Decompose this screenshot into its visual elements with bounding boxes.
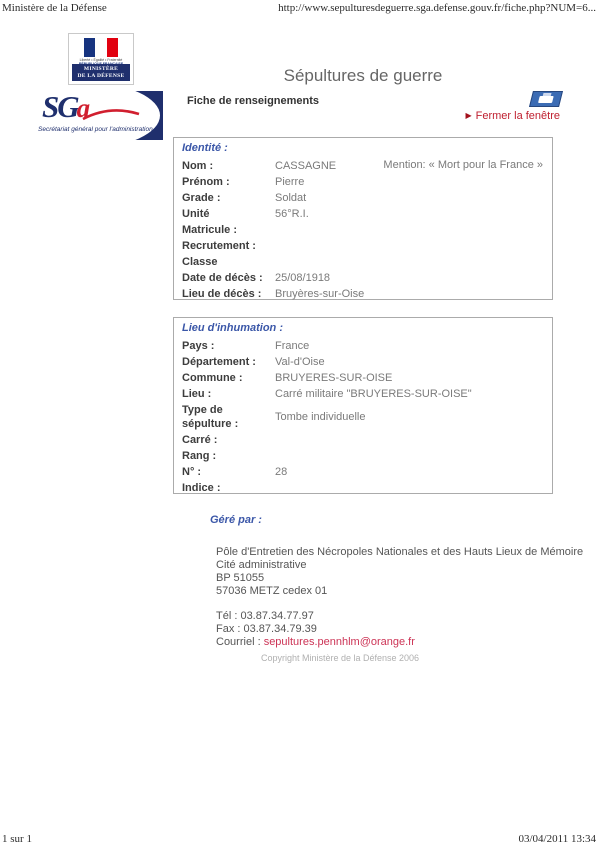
print-footer — [2, 833, 596, 845]
field-row-nom: Nom : CASSAGNE — [182, 160, 337, 172]
field-row-unite: Unité 56°R.I. — [182, 208, 309, 220]
close-window-link[interactable] — [465, 110, 560, 122]
logo-motto: Liberté • Égalité • Fraternité — [79, 58, 123, 62]
field-row-matricule: Matricule : — [182, 224, 238, 236]
field-row-departement: Département : Val-d'Oise — [182, 356, 325, 368]
french-flag-icon — [84, 38, 118, 57]
inhumation-heading: Lieu d'inhumation : — [182, 322, 283, 334]
spacer — [210, 598, 583, 610]
printer-icon — [538, 96, 554, 103]
field-row-numero: N° : 28 — [182, 466, 288, 478]
sga-logo — [30, 91, 163, 140]
email-line — [216, 636, 583, 649]
address-line: 57036 METZ cedex 01 — [216, 585, 328, 597]
field-row-lieu: Lieu : Carré militaire "BRUYERES-SUR-OISE" — [182, 388, 472, 400]
gere-par-heading: Géré par : — [210, 514, 262, 526]
print-header-url: http://www.sepulturesdeguerre.sga.defense.gouv.fr/fiche.php?NUM=6... — [278, 2, 596, 14]
inhumation-section — [173, 317, 553, 494]
print-header — [2, 2, 596, 14]
field-row-carre: Carré : — [182, 434, 218, 446]
print-footer-timestamp: 03/04/2011 13:34 — [518, 833, 596, 845]
fiche-title: Fiche de renseignements — [187, 95, 320, 107]
field-row-commune: Commune : BRUYERES-SUR-OISE — [182, 372, 393, 384]
sga-swoosh-icon — [82, 107, 140, 121]
arrow-right-icon: ▶ — [465, 111, 472, 120]
identite-heading: Identité : — [182, 142, 228, 154]
email-link[interactable]: sepultures.pennhlm@orange.fr — [263, 636, 415, 648]
field-row-classe: Classe — [182, 256, 218, 268]
field-row-indice: Indice : — [182, 482, 221, 494]
field-row-prenom: Prénom : Pierre — [182, 176, 305, 188]
email-label: Courriel : — [216, 636, 261, 648]
close-window-label: Fermer la fenêtre — [475, 110, 560, 122]
ministry-band-line1: MINISTÈRE — [83, 66, 119, 72]
print-button[interactable] — [529, 91, 563, 107]
ministry-logo — [68, 33, 134, 85]
address-line: BP 51055 — [216, 572, 265, 584]
print-header-title: Ministère de la Défense — [2, 2, 107, 14]
address-line: Pôle d'Entretien des Nécropoles Nationales et des Hauts Lieux de Mémoire — [216, 546, 584, 558]
fax-line: Fax : 03.87.34.79.39 — [216, 623, 317, 635]
field-row-pays: Pays : France — [182, 340, 310, 352]
field-row-rang: Rang : — [182, 450, 217, 462]
page-title: Sépultures de guerre — [283, 66, 443, 85]
field-row-type-sepulture: Type de sépulture : Tombe individuelle — [182, 404, 366, 430]
field-row-lieu-deces: Lieu de décès : Bruyères-sur-Oise — [182, 288, 365, 300]
ministry-logo-band — [72, 64, 130, 81]
address-line: Cité administrative — [216, 559, 307, 571]
sga-subtitle: Secrétariat général pour l'administration — [38, 126, 153, 133]
field-row-recrutement: Recrutement : — [182, 240, 256, 252]
gere-par-section — [210, 514, 583, 649]
mention-mort-pour-la-france: Mention: « Mort pour la France » — [383, 159, 543, 171]
copyright-notice: Copyright Ministère de la Défense 2006 — [260, 653, 420, 663]
field-row-grade: Grade : Soldat — [182, 192, 307, 204]
print-footer-page-count: 1 sur 1 — [2, 833, 32, 845]
ministry-band-line2: DE LA DÉFENSE — [77, 72, 125, 79]
identite-section — [173, 137, 553, 300]
field-row-date-deces: Date de décès : 25/08/1918 — [182, 272, 331, 284]
phone-line: Tél : 03.87.34.77.97 — [216, 610, 314, 622]
sga-acronym: SGa — [42, 91, 91, 124]
